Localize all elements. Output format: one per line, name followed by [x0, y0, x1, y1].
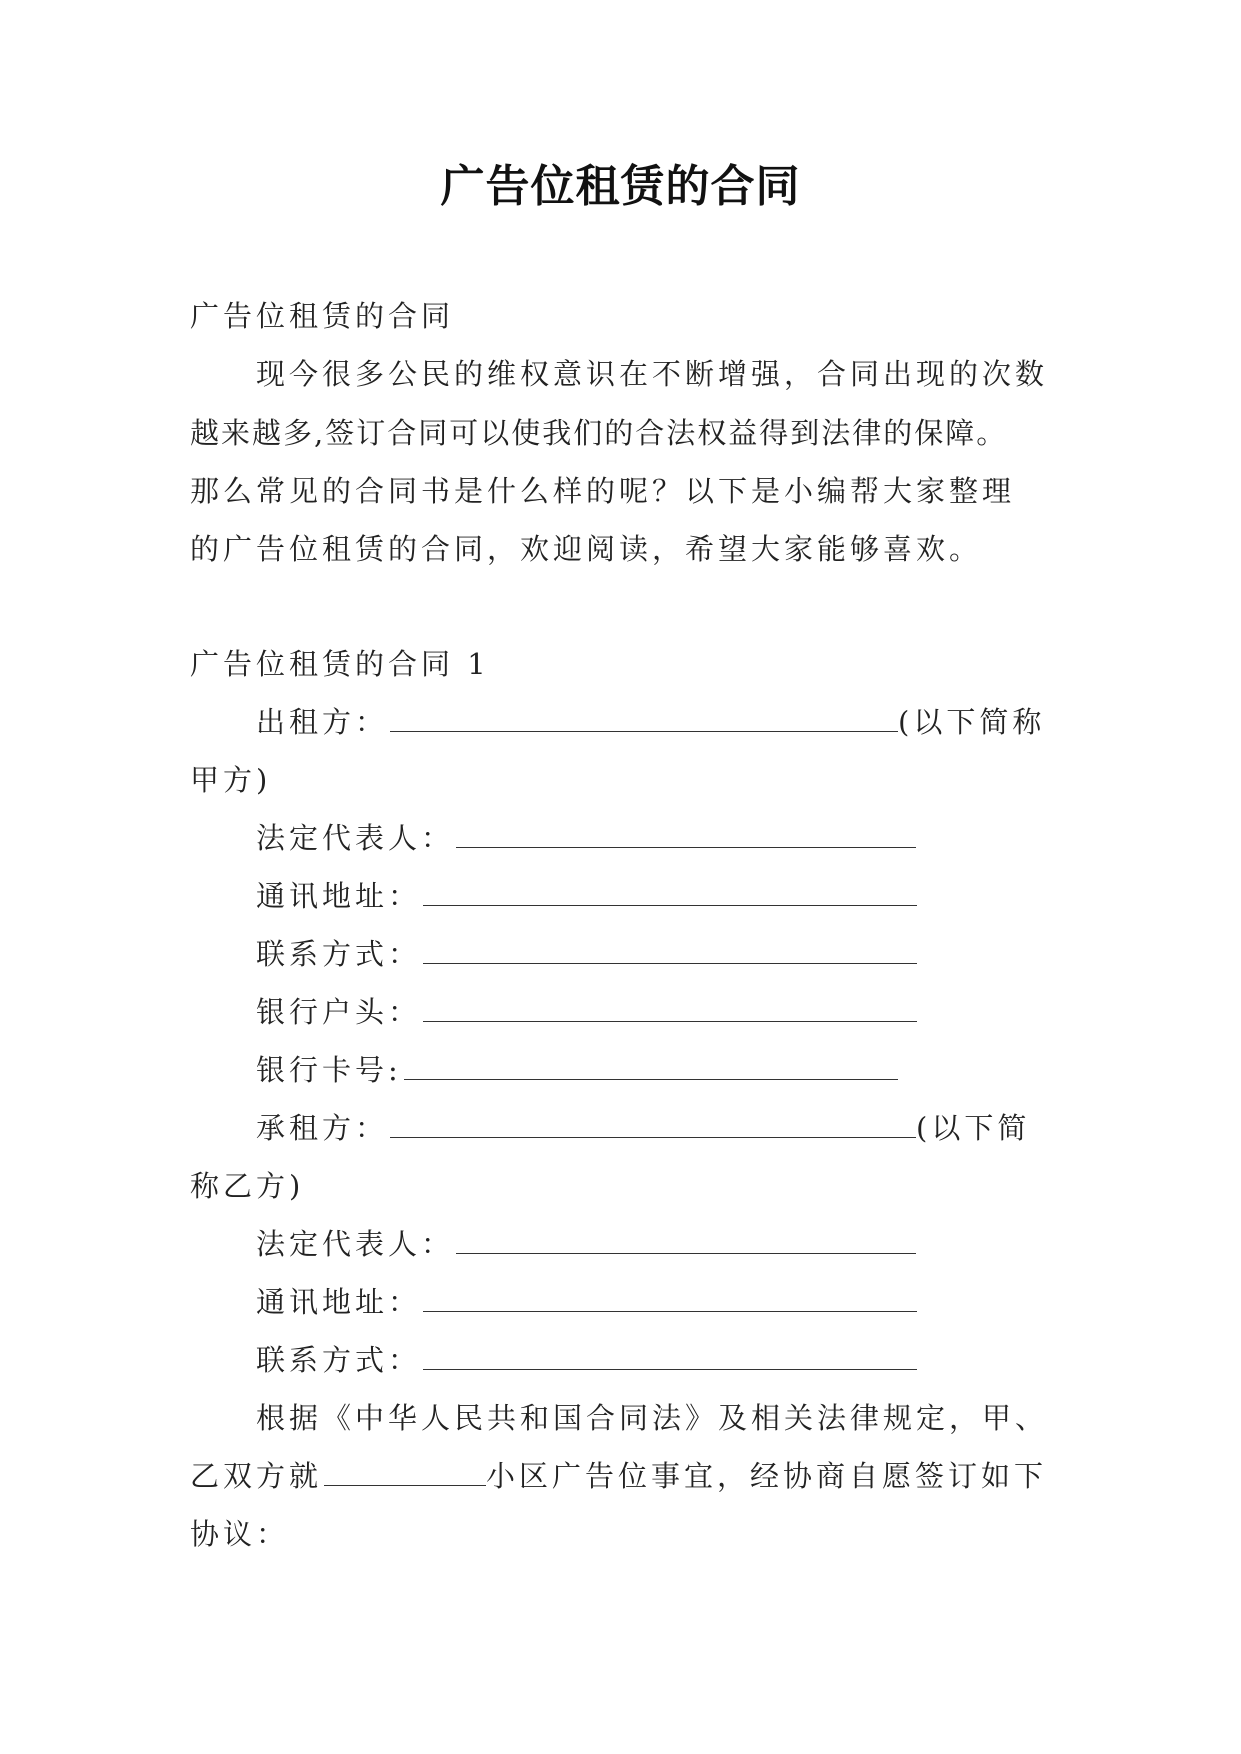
intro-line-3: 那么常见的合同书是什么样的呢？以下是小编帮大家整理 [190, 474, 1016, 508]
lessee-row [256, 1108, 1030, 1148]
lessee-field-row [256, 1224, 916, 1264]
field-blank [456, 1227, 916, 1254]
field-blank [423, 937, 917, 964]
community-blank [324, 1459, 486, 1486]
lessor-field-row [256, 876, 917, 916]
lessee-cont: 称乙方) [190, 1169, 305, 1203]
section-heading: 广告位租赁的合同 1 [190, 647, 490, 681]
basis-line-2 [190, 1456, 1047, 1496]
lessee-field-row [256, 1340, 917, 1380]
document-title: 广告位租赁的合同 [440, 161, 801, 212]
basis-line-2-end: 小区广告位事宜，经协商自愿签订如下 [486, 1459, 1048, 1493]
lessor-field-row [256, 818, 916, 858]
lessor-cont: 甲方) [190, 763, 272, 797]
intro-line-2: 越来越多,签订合同可以使我们的合法权益得到法律的保障。 [190, 416, 1008, 450]
lessor-field-row [256, 1050, 898, 1090]
intro-line-4: 的广告位租赁的合同，欢迎阅读，希望大家能够喜欢。 [190, 532, 983, 566]
lessor-blank [390, 705, 898, 732]
intro-line-1: 现今很多公民的维权意识在不断增强，合同出现的次数 [256, 357, 1049, 391]
lessor-row [256, 702, 1045, 742]
basis-line-2-start: 乙双方就 [190, 1459, 323, 1493]
field-blank [423, 879, 917, 906]
field-blank [456, 821, 916, 848]
lessee-field-row [256, 1282, 917, 1322]
lessee-label: 承租方： [256, 1111, 389, 1145]
lessor-label: 出租方： [256, 705, 389, 739]
lessee-suffix: (以下简 [916, 1111, 1031, 1145]
basis-line-1: 根据《中华人民共和国合同法》及相关法律规定，甲、 [256, 1401, 1049, 1435]
basis-line-3: 协议： [190, 1517, 290, 1551]
field-label: 联系方式： [256, 1343, 422, 1377]
subtitle: 广告位租赁的合同 [190, 299, 455, 333]
field-label: 银行户头： [256, 995, 422, 1029]
field-label: 法定代表人： [256, 821, 455, 855]
field-blank [423, 1285, 917, 1312]
field-label: 通讯地址： [256, 1285, 422, 1319]
field-label: 银行卡号: [256, 1053, 402, 1087]
field-label: 通讯地址： [256, 879, 422, 913]
lessor-field-row [256, 992, 917, 1032]
field-blank [404, 1053, 898, 1080]
field-blank [423, 995, 917, 1022]
field-blank [423, 1343, 917, 1370]
field-label: 法定代表人： [256, 1227, 455, 1261]
lessor-field-row [256, 934, 917, 974]
field-label: 联系方式： [256, 937, 422, 971]
lessor-suffix: (以下简称 [898, 705, 1046, 739]
lessee-blank [390, 1111, 916, 1138]
